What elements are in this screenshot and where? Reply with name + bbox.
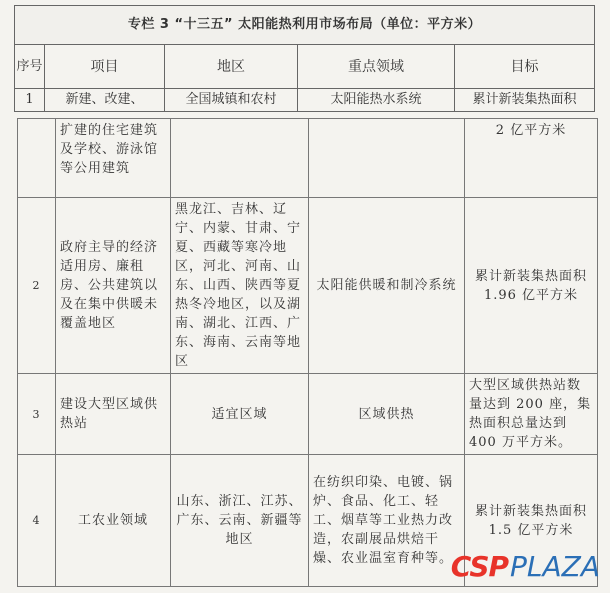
row4-project: 工农业领域 bbox=[56, 455, 171, 587]
header-project: 项目 bbox=[45, 45, 165, 89]
row3-region: 适宜区域 bbox=[171, 374, 309, 455]
row2-no: 2 bbox=[18, 198, 56, 374]
row2-target: 累计新装集热面积 1.96 亿平方米 bbox=[465, 198, 598, 374]
table-title: 专栏 3 “十三五” 太阳能热利用市场布局（单位：平方米） bbox=[15, 6, 595, 45]
row1-project-cont: 扩建的住宅建筑及学校、游泳馆等公用建筑 bbox=[56, 119, 171, 198]
header-no: 序号 bbox=[15, 45, 45, 89]
header-target: 目标 bbox=[455, 45, 595, 89]
table-row bbox=[15, 89, 595, 112]
row1-target-start: 累计新装集热面积 bbox=[455, 89, 595, 112]
table-row bbox=[18, 119, 598, 198]
table-row bbox=[18, 374, 598, 455]
row1-no: 1 bbox=[15, 89, 45, 112]
table-header-row bbox=[15, 45, 595, 89]
row3-no: 3 bbox=[18, 374, 56, 455]
watermark-csp: CSP bbox=[450, 550, 509, 583]
row1-region: 全国城镇和农村 bbox=[165, 89, 298, 112]
row2-project: 政府主导的经济适用房、廉租房、公共建筑以及在集中供暖未覆盖地区 bbox=[56, 198, 171, 374]
row3-target: 大型区域供热站数量达到 200 座，集热面积总量达到 400 万平方米。 bbox=[465, 374, 598, 455]
table-row bbox=[18, 198, 598, 374]
row3-project: 建设大型区域供热站 bbox=[56, 374, 171, 455]
row2-field: 太阳能供暖和制冷系统 bbox=[309, 198, 465, 374]
row2-region: 黑龙江、吉林、辽宁、内蒙、甘肃、宁夏、西藏等寒冷地区，河北、河南、山东、山西、陕西等夏热冬冷地区，以及湖南、湖北、江西、广东、海南、云南等地区 bbox=[171, 198, 309, 374]
market-layout-table-body bbox=[17, 118, 598, 587]
row4-field: 在纺织印染、电镀、锅炉、食品、化工、轻工、烟草等工业热力改造，农副展品烘焙干燥、农业温室育种等。 bbox=[309, 455, 465, 587]
watermark-logo bbox=[451, 550, 600, 583]
row1-field: 太阳能热水系统 bbox=[298, 89, 455, 112]
header-region: 地区 bbox=[165, 45, 298, 89]
row4-target: 累计新装集热面积 1.5 亿平方米 bbox=[465, 455, 598, 587]
row4-no: 4 bbox=[18, 455, 56, 587]
row1-target-cont: 2 亿平方米 bbox=[465, 119, 598, 198]
row4-region: 山东、浙江、江苏、广东、云南、新疆等地区 bbox=[171, 455, 309, 587]
header-field: 重点领域 bbox=[298, 45, 455, 89]
row3-field: 区域供热 bbox=[309, 374, 465, 455]
row1-project-start: 新建、改建、 bbox=[45, 89, 165, 112]
watermark-plaza: PLAZA bbox=[510, 550, 600, 583]
market-layout-table-header bbox=[14, 5, 595, 112]
